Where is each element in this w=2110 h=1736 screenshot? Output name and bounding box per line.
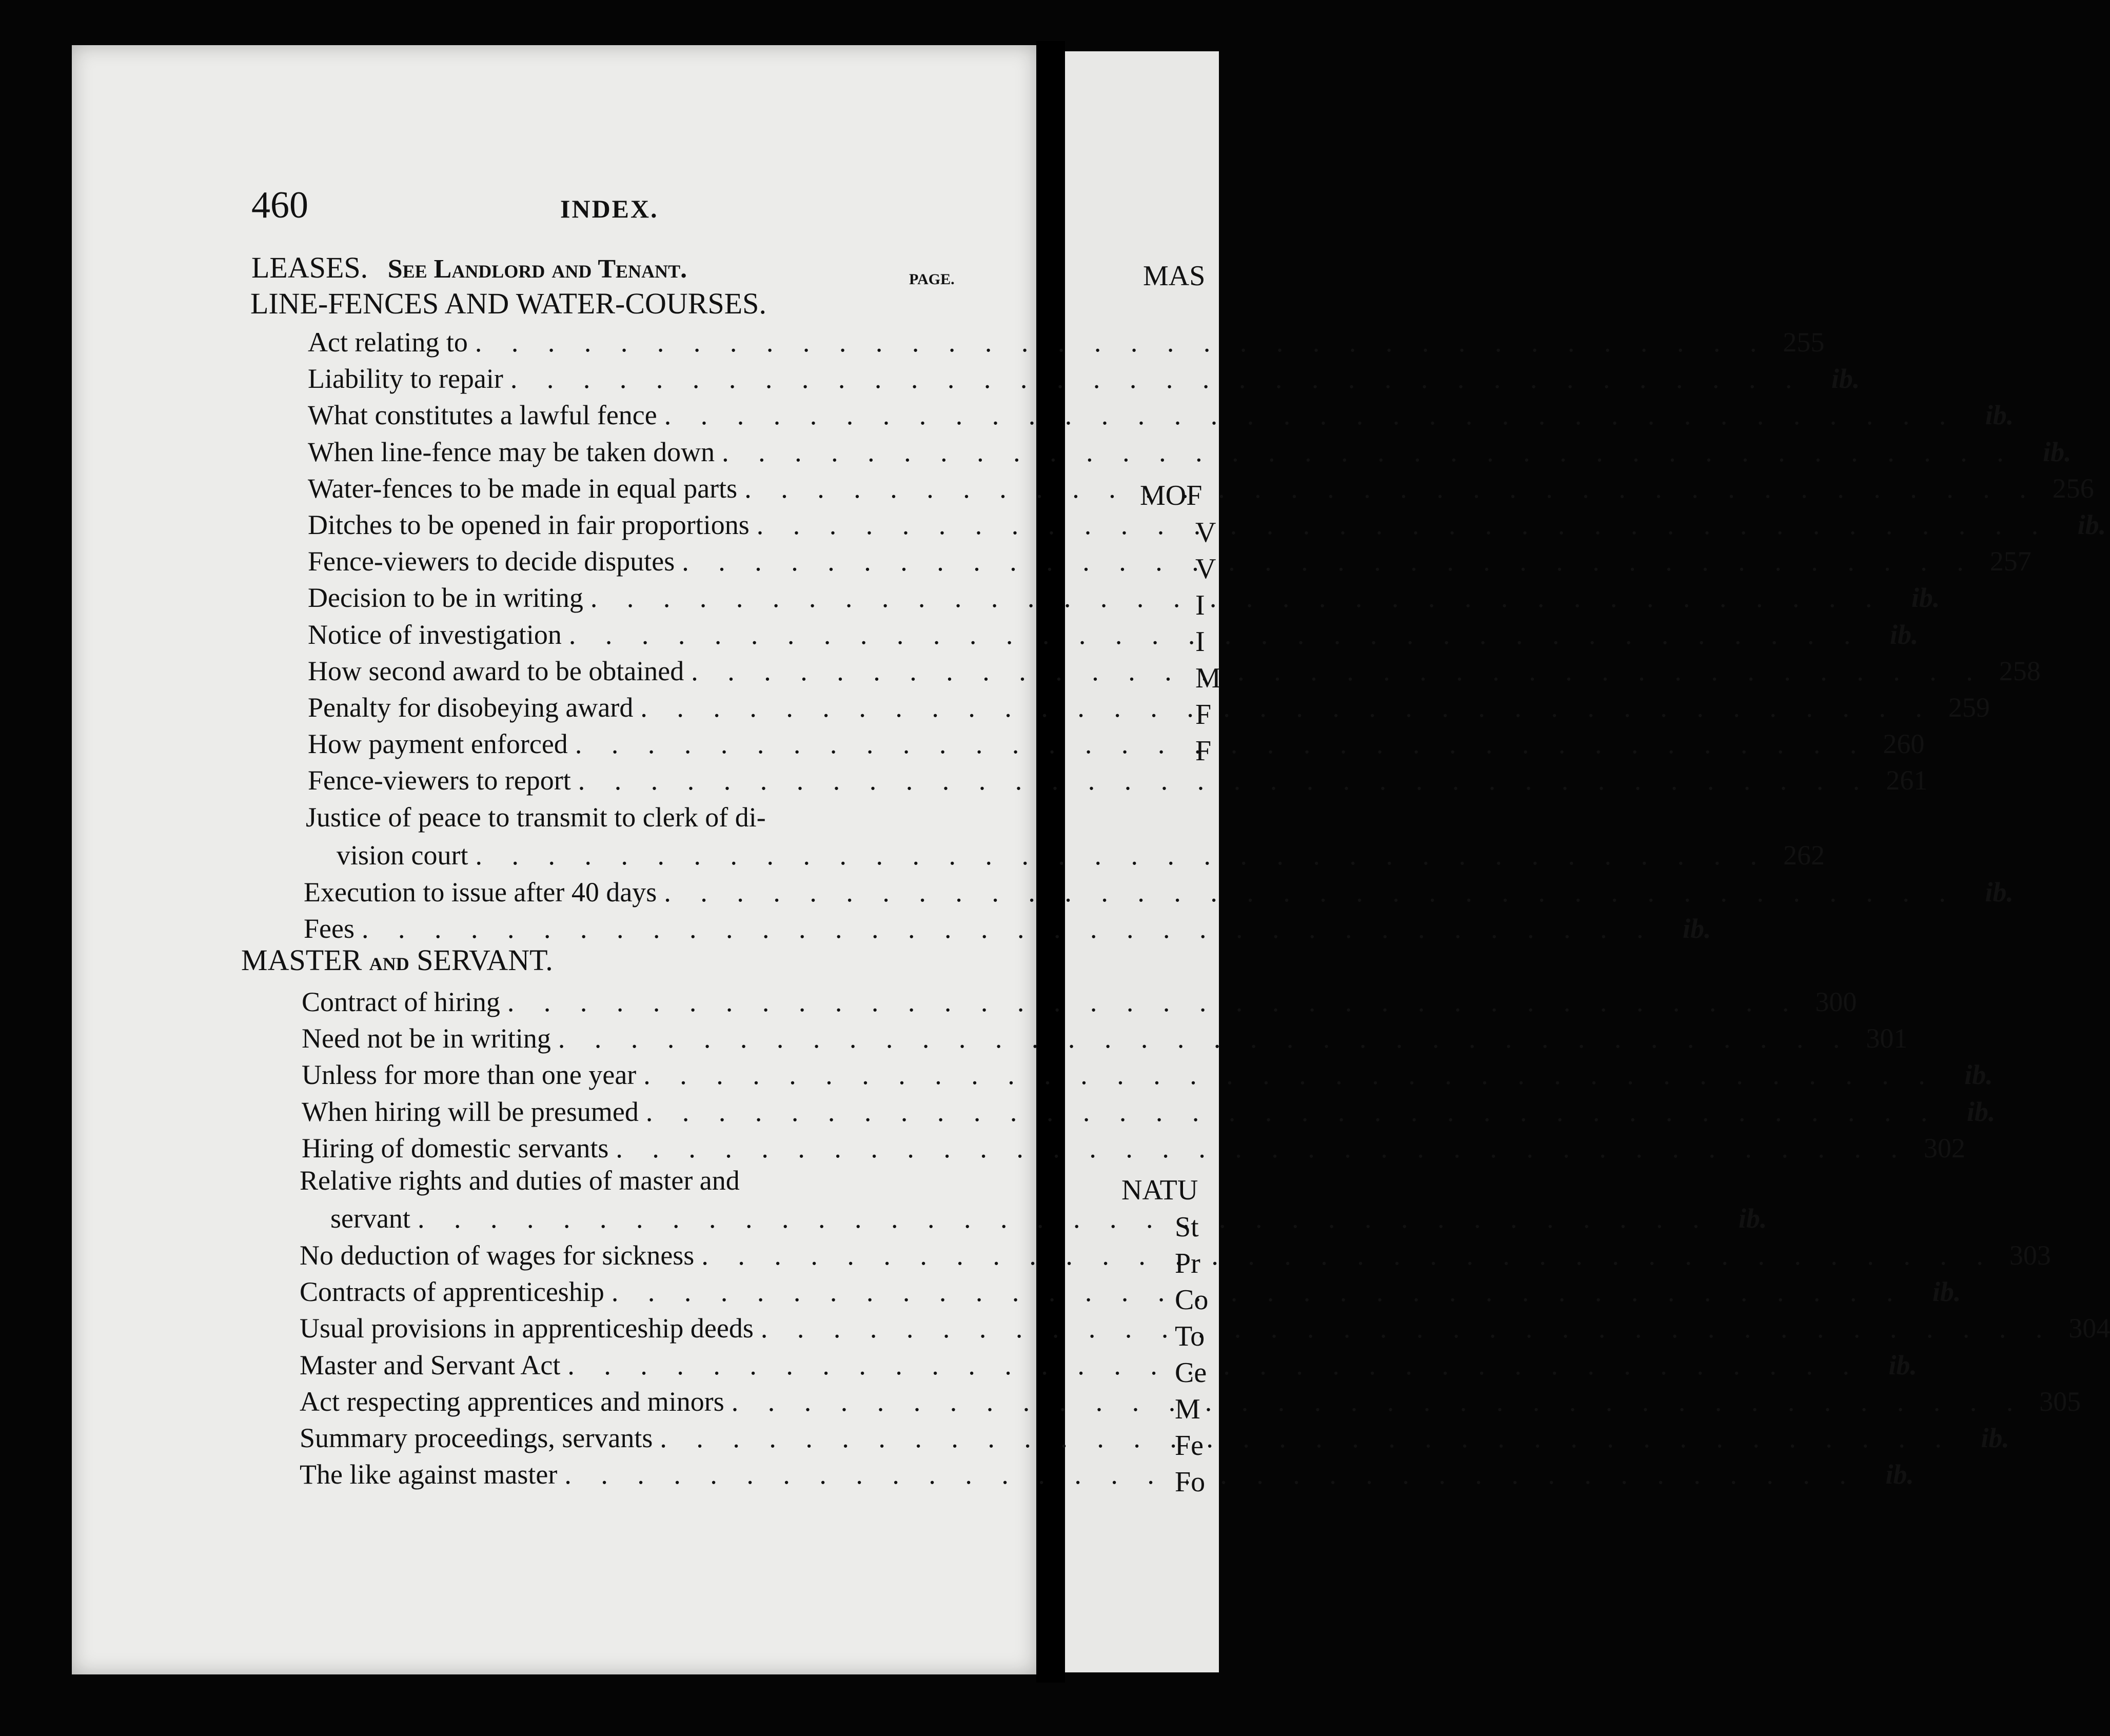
entry-label: Notice of investigation: [308, 619, 562, 650]
entry-page: ib.: [1964, 1059, 1993, 1091]
leases-see-reference: See Landlord and Tenant.: [387, 254, 687, 284]
entry-page: ib.: [1985, 877, 2014, 908]
dot-leader: [500, 986, 1801, 1018]
entry-label: Penalty for disobeying award: [308, 692, 634, 723]
entry-page: 302: [1923, 1132, 1965, 1163]
dot-leader: [354, 913, 1655, 944]
index-entry: [304, 876, 2014, 909]
entry-page: 256: [2052, 472, 2094, 504]
entry-page: ib.: [2043, 436, 2072, 467]
dot-leader: [750, 509, 2050, 541]
entry-page: 259: [1948, 692, 1990, 723]
entry-page: ib.: [1682, 913, 1711, 944]
dot-leader: [657, 399, 1958, 431]
index-entry: [308, 545, 2032, 578]
dot-leader: [560, 1349, 1861, 1381]
page-header-title: INDEX.: [560, 194, 659, 223]
master-servant-title-a: MASTER: [241, 943, 362, 977]
entry-label: How second award to be obtained: [308, 655, 684, 686]
line-fences-heading: LINE-FENCES AND WATER-COURSES.: [250, 287, 766, 320]
dot-leader: [604, 1276, 1905, 1308]
entry-label: Contracts of apprenticeship: [300, 1276, 604, 1308]
right-page-fragment: Fo: [1175, 1466, 1206, 1498]
entry-page: 304: [2068, 1313, 2110, 1344]
right-page-fragment: M: [1175, 1393, 1200, 1425]
index-entry: [308, 399, 2014, 432]
dot-leader: [675, 545, 1975, 577]
dot-leader: [684, 655, 1984, 687]
entry-page: 301: [1866, 1023, 1908, 1054]
entry-label: Water-fences to be made in equal parts: [308, 472, 738, 504]
index-entry: [308, 326, 1825, 359]
dot-leader: [503, 363, 1804, 394]
entry-label: Fence-viewers to report: [308, 765, 571, 796]
entry-label: Master and Servant Act: [300, 1349, 561, 1380]
entry-page: ib.: [1932, 1276, 1961, 1308]
index-entry: [302, 1132, 1965, 1165]
entry-page: 261: [1886, 765, 1928, 796]
entry-page: 255: [1783, 327, 1825, 358]
dot-leader: [571, 764, 1871, 796]
index-entry: [300, 1386, 2081, 1418]
page-number: 460: [251, 184, 308, 226]
entry-label: How payment enforced: [308, 728, 568, 760]
entry-label: Execution to issue after 40 days: [304, 877, 657, 908]
entry-label: What constitutes a lawful fence: [308, 400, 657, 431]
master-servant-and: and: [369, 947, 409, 976]
right-page-fragment: V: [1195, 517, 1216, 548]
dot-leader: [551, 1022, 1851, 1054]
dot-leader: [639, 1096, 1939, 1128]
index-entry: [302, 1096, 1996, 1129]
page-column-label: PAGE.: [909, 271, 955, 288]
dot-leader: [568, 728, 1868, 760]
dot-leader: [694, 1239, 1995, 1271]
dot-leader: [557, 1458, 1858, 1490]
index-entry: [308, 728, 1925, 761]
entry-label: Fence-viewers to decide disputes: [308, 546, 675, 577]
index-entry: [308, 619, 1919, 652]
right-heading-natu: NATU: [1121, 1174, 1198, 1206]
right-page-fragment: St: [1175, 1211, 1199, 1243]
dot-leader: [737, 472, 2038, 504]
index-entry: [302, 1022, 1908, 1055]
dot-leader: [608, 1132, 1909, 1164]
right-page-fragment: To: [1175, 1320, 1205, 1352]
right-page-fragment: V: [1195, 553, 1216, 585]
index-entry: [302, 1059, 1993, 1092]
right-page-fragment: F: [1195, 735, 1212, 767]
entry-label: Decision to be in writing: [308, 582, 583, 614]
leases-heading: [251, 250, 687, 285]
index-entry: [304, 913, 1711, 945]
entry-label: Hiring of domestic servants: [302, 1132, 609, 1163]
leases-title: LEASES.: [251, 251, 368, 284]
dot-leader: [754, 1312, 2054, 1344]
entry-label: When hiring will be presumed: [302, 1096, 639, 1127]
entry-label: vision court: [337, 840, 468, 871]
entry-page: ib.: [1885, 1459, 1914, 1490]
index-entry: [308, 764, 1928, 797]
justice-entry-line1: Justice of peace to transmit to clerk of di-: [306, 802, 766, 833]
justice-entry-line2: [337, 839, 1825, 872]
entry-label: servant: [330, 1203, 410, 1234]
right-page-fragment: Ce: [1175, 1357, 1207, 1389]
entry-page: 300: [1815, 987, 1857, 1017]
entry-page: ib.: [1985, 400, 2014, 431]
index-entry: [308, 509, 2106, 542]
entry-label: When line-fence may be taken down: [308, 436, 715, 467]
entry-page: 260: [1883, 728, 1925, 760]
entry-label: Liability to repair: [308, 363, 503, 394]
entry-page: ib.: [1981, 1423, 2009, 1453]
entry-label: Ditches to be opened in fair proportions: [308, 509, 750, 540]
dot-leader: [657, 876, 1957, 908]
dot-leader: [583, 582, 1884, 614]
entry-label: Need not be in writing: [302, 1023, 551, 1054]
entry-label: Summary proceedings, servants: [300, 1423, 653, 1453]
entry-page: ib.: [1888, 1349, 1917, 1380]
dot-leader: [653, 1422, 1953, 1454]
entry-page: ib.: [1738, 1203, 1767, 1234]
entry-page: 257: [1989, 546, 2032, 577]
index-entry: [308, 655, 2041, 688]
entry-label: Usual provisions in apprenticeship deeds: [300, 1313, 754, 1344]
index-entry: [302, 986, 1857, 1019]
right-page-fragment: Pr: [1175, 1248, 1200, 1279]
dot-leader: [636, 1059, 1937, 1091]
dot-leader: [715, 436, 2015, 468]
right-page-fragment: I: [1195, 626, 1205, 658]
dot-leader: [724, 1386, 2025, 1417]
entry-page: ib.: [2077, 509, 2106, 540]
dot-leader: [633, 692, 1934, 723]
index-entry: [308, 692, 1990, 724]
entry-label: The like against master: [300, 1459, 558, 1490]
right-heading-mor: MOF: [1140, 480, 1202, 511]
right-page-fragment: Co: [1175, 1284, 1209, 1316]
entry-page: ib.: [1911, 582, 1940, 614]
entry-label: Unless for more than one year: [302, 1059, 637, 1091]
entry-page: 262: [1783, 840, 1825, 871]
entry-label: Fees: [304, 913, 354, 944]
master-servant-title-b: SERVANT.: [417, 943, 553, 977]
index-entry: [308, 436, 2072, 469]
entry-page: ib.: [1889, 619, 1919, 650]
dot-leader: [562, 619, 1862, 650]
dot-leader: [468, 839, 1768, 871]
right-page-fragment: F: [1195, 699, 1212, 731]
right-heading-mas: MAS: [1143, 260, 1206, 292]
entry-label: No deduction of wages for sickness: [300, 1240, 695, 1271]
master-servant-heading: [241, 943, 553, 977]
entry-page: ib.: [1966, 1096, 1996, 1127]
entry-page: 258: [1999, 655, 2041, 686]
entry-label: Act relating to: [308, 327, 468, 358]
relative-entry-line1: Relative rights and duties of master and: [300, 1165, 740, 1196]
entry-page: 303: [2009, 1240, 2051, 1271]
index-entry: [308, 582, 1940, 615]
index-entry: [308, 363, 1860, 396]
dot-leader: [468, 326, 1768, 358]
right-page-fragment: Fe: [1175, 1430, 1204, 1462]
dot-leader: [410, 1202, 1711, 1234]
entry-page: ib.: [1831, 363, 1860, 394]
entry-page: 305: [2039, 1386, 2081, 1417]
index-entry: [300, 1276, 1961, 1309]
right-page-fragment: I: [1195, 589, 1205, 621]
right-page-fragment: M: [1195, 662, 1221, 694]
entry-label: Act respecting apprentices and minors: [300, 1386, 724, 1417]
entry-label: Contract of hiring: [302, 987, 500, 1017]
